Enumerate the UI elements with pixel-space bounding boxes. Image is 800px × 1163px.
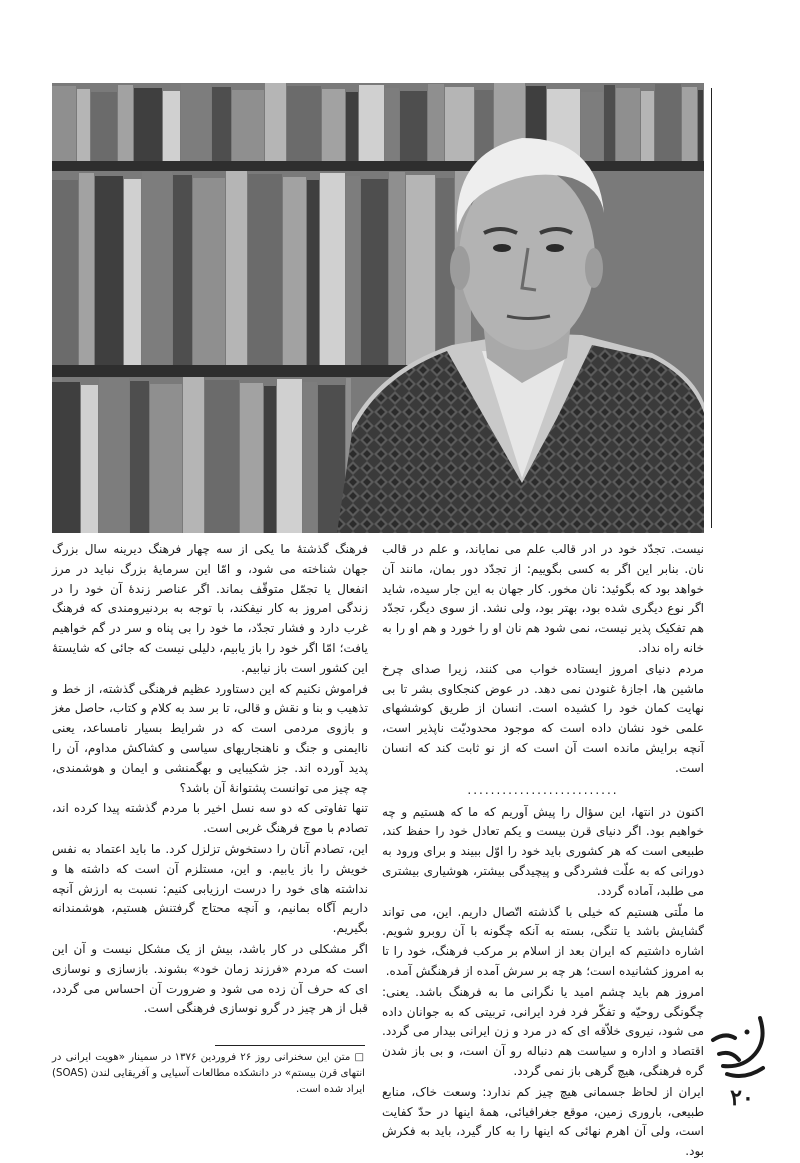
book-spine [400, 91, 427, 161]
book-spine [616, 88, 640, 161]
paragraph: اگر مشکلی در کار باشد، بیش از یک مشکل نیست و آن این است که مردم «فرزند زمان خود» بشوند. بازسازی و نوسازی ای که حرف آن زده می شود و ضرورت آن احساس می گردد، قبل از هر چیز در گرو نوسازی فرهنگی است. [52, 941, 368, 1016]
book-spine [52, 86, 76, 161]
paragraph: مردم دنیای امروز ایستاده خواب می کنند، زیرا صدای چرخ ماشین ها، اجازهٔ غنودن نمی دهد. در عوض کنجکاوی بشر تا بی نهایت کمان خود را کشیده است. انسان از طریق کوششهای علمی خود نشان داده است که موجود محدودیّت ناپذیر است، آنچه برایش مانده است آن است که از نو ثابت کند که انسان است. [382, 661, 704, 775]
paragraph: امروز هم باید چشم امید یا نگرانی ما به فرهنگ باشد. یعنی: چگونگی روحیّه و تفکّر فرد فرد ایرانی، تربیتی که به جوانان داده می شود، نیروی خلاّقه ای که در مرد و زن ایرانی بیدار می گردد. اقتصاد و اداره و سیاست هم دنباله رو آن است، و بی باز شدن گره فرهنگی، هیچ گرهی باز نمی گردد. [382, 984, 704, 1078]
book-spine [389, 172, 405, 365]
book-spine [52, 180, 78, 365]
paragraph: نیست. تجدّد خود در ادر قالب علم می نمایاند، و علم در قالب نان. بنابر این اگر به کسی بگوییم: از تجدّد دور بمان، مانند آن خواهد بود که بگوئید: نان مخور. کار جهان به این جار سیده، شاید اگر نوع دیگری شده بود، بهتر بود، ولی نشد. از سوی دیگر، تجدّد هم تفکیک پذیر نیست، نمی شود هم نان او را خورد و هم او را به خانه راه نداد. [382, 542, 704, 655]
book-spine [52, 382, 80, 533]
kerman-logo-icon [705, 1010, 775, 1090]
book-spine [641, 91, 654, 161]
book-spine [682, 87, 697, 161]
paragraph: فرهنگ گذشتهٔ ما یکی از سه چهار فرهنگ دیرینه سال بزرگ جهان شناخته می شود، و امّا این سرمایهٔ بزرگ نباید در مرز انفعال یا تجمّل متوقّف بماند. اگر عناصر زندهٔ آن خود را در زندگی امروز به کار نیفکند، با توجه به بردنیرومندی که فرهنگ غرب دارد و فشار تجدّد، ما خود را بی پناه و سر در گم خواهیم یافت؛ امّا اگر خود را باز یابیم، دلیلی نیست که جائی که شایستهٔ این کشور است باز نیابیم. [52, 542, 368, 675]
book-spine [303, 382, 317, 533]
article-column-left [52, 540, 368, 1020]
section-separator: .......................... [467, 782, 619, 797]
book-spine [95, 176, 123, 365]
book-spine [124, 179, 141, 365]
book-spine [359, 85, 384, 161]
book-spine [130, 381, 149, 533]
book-spine [212, 87, 231, 161]
book-spine [77, 89, 90, 161]
book-spine [322, 89, 345, 161]
book-spine [183, 377, 204, 533]
book-spine [193, 178, 225, 365]
book-spine [264, 386, 276, 533]
portrait-photo [52, 83, 704, 533]
book-spine [91, 92, 117, 161]
book-spine [163, 91, 180, 161]
paragraph: ایران از لحاظ جسمانی هیچ چیز کم ندارد: وسعت خاک، منابع طبیعی، باروری زمین، موقع جغرافیائی، همهٔ اینها در حدّ کفایت است، ولی آن اهرم نهائی که اینها را به کار گیرد، باید به فکرش بود. [382, 1084, 704, 1159]
book-spine [134, 88, 162, 161]
page-number: ۲۰ [730, 1085, 754, 1111]
book-spine [265, 83, 286, 161]
book-spine [346, 176, 360, 365]
book-spine [445, 87, 474, 161]
book-spine [655, 84, 681, 161]
book-spine [581, 92, 603, 161]
book-spine [604, 85, 615, 161]
book-spine [428, 84, 444, 161]
book-spine [79, 173, 94, 365]
footnote: □ متن این سخنرانی روز ۲۶ فروردین ۱۳۷۶ در سمینار «هویت ایرانی در انتهای قرن بیستم» در دانشکده مطالعات آسیایی و آفریقایی لندن (SOAS) ایراد شده است. [52, 1052, 366, 1095]
book-spine [205, 380, 239, 533]
book-spine [320, 173, 345, 365]
paragraph: تنها تفاوتی که دو سه نسل اخیر با مردم گذشته پیدا کرده اند، تصادم با موج فرهنگ غربی است. [52, 801, 368, 836]
paragraph: ما ملّتی هستیم که خیلی با گذشته اتّصال داریم. این، می تواند گشایش باشد یا تنگی، بسته به آنکه چگونه با آن روبرو شویم. اشاره داشتیم که ایران بعد از اسلام بر مرکب فرهنگ، خود را تا به امروز کشانیده است؛ هر چه بر سرش آمده از فرهنگش آمده. [382, 904, 704, 978]
footnote-rule [215, 1045, 365, 1046]
book-spine [277, 379, 302, 533]
book-spine [240, 383, 263, 533]
book-spine [118, 85, 133, 161]
paragraph: فراموش نکنیم که این دستاورد عظیم فرهنگی گذشته، از خط و تذهیب و بنا و نقش و قالی، تا بر سد به کلام و کتاب، حاصل مغز و بازوی مردمی است که در شرایط بسیار نامساعد، یعنی ناایمنی و جنگ و ناهنجاریهای سیاسی و کشاکش مداوم، آن را پدید آورده اند. جز شکیبایی و بهگمنشی و ایمان و هوشمندی، چه چیز می توانست پشتوانهٔ آن باشد؟ [52, 681, 368, 795]
book-spine [385, 88, 399, 161]
book-spine [346, 92, 358, 161]
paragraph: اکنون در انتها، این سؤال را پیش آوریم که ما که هستیم و چه خواهیم بود. اگر دنیای قرن بیست و یکم تعادل خود را حفظ کند، طبیعی است که هر کشوری باید خود را اوّل ببیند و برای ورود به دورانی که به علّت فشردگی و پیچیدگی بیشتر، هوشیاری بیشتری می طلبد، آماده گردد. [382, 804, 704, 898]
book-spine [181, 84, 211, 161]
book-spine [99, 378, 129, 533]
book-spine [287, 86, 321, 161]
book-spine [406, 175, 435, 365]
book-spine [361, 179, 388, 365]
book-spine [173, 175, 192, 365]
portrait-photo-drawing [52, 83, 704, 533]
book-spine [142, 172, 172, 365]
book-spine [248, 174, 282, 365]
magazine-logo [705, 1010, 775, 1090]
book-spine [232, 90, 264, 161]
book-spine [283, 177, 306, 365]
article-column-right [382, 540, 704, 1163]
book-spine [475, 90, 493, 161]
book-spine [698, 90, 703, 161]
book-spine [226, 171, 247, 365]
book-spine [81, 385, 98, 533]
book-spine [150, 384, 182, 533]
paragraph: این، تصادم آنان را دستخوش تزلزل کرد. ما باید اعتماد به نفس خویش را باز یابیم. و این، مستلزم آن است که داشته ها و نداشته های خود را درست ارزیابی کنیم: نسبت به ارزش آنچه داریم آگاه بمانیم، و آنچه محتاج گرفتنش هستیم، هوشمندانه بگیریم. [52, 841, 368, 936]
book-spine [307, 180, 319, 365]
vertical-rule [711, 88, 712, 528]
